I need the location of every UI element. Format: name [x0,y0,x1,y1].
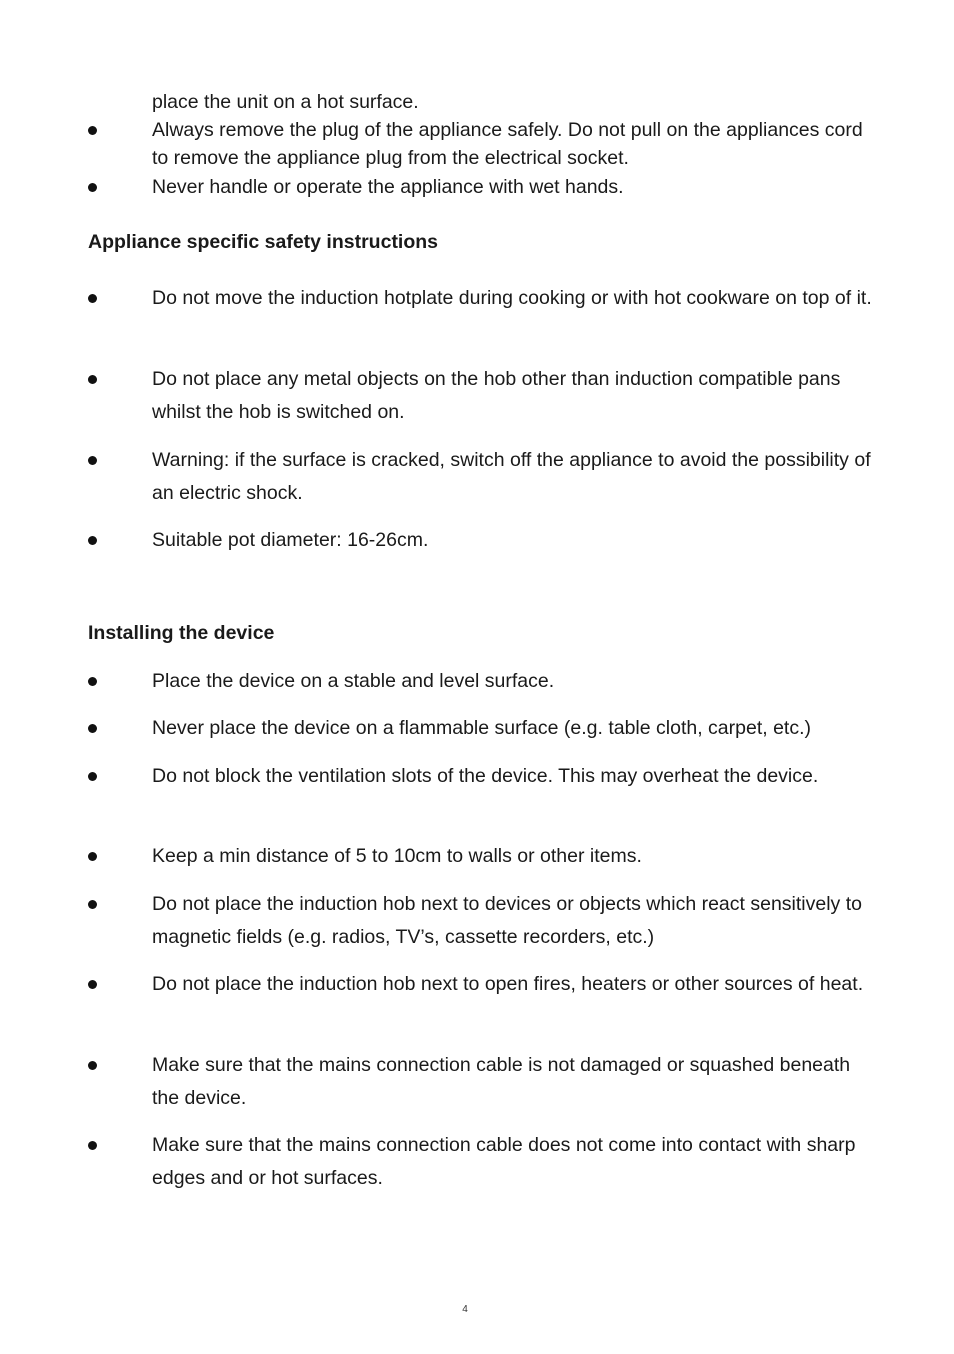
list-item-text: Do not place the induction hob next to open fires, heaters or other sources of heat. [152,973,864,995]
bullet-icon [88,1141,97,1150]
bullet-icon [88,724,97,733]
list-item-text: Warning: if the surface is cracked, switch off the appliance to avoid the possibility of an electric shock. [152,449,871,504]
list-item-text: Make sure that the mains connection cable is not damaged or squashed beneath the device. [152,1054,851,1109]
list-item-text: Do not place the induction hob next to devices or objects which react sensitively to magnetic fields (e.g. radios, TV’s, cassette recorders, etc.) [152,893,862,948]
bullet-icon [88,677,97,686]
bullet-icon [88,852,97,861]
list-item-text: Suitable pot diameter: 16-26cm. [152,529,429,551]
section-heading-appliance: Appliance specific safety instructions [88,231,439,253]
bullet-icon [88,294,97,303]
list-item-text: Place the device on a stable and level surface. [152,670,555,692]
bullet-icon [88,900,97,909]
list-item-text: Never place the device on a flammable surface (e.g. table cloth, carpet, etc.) [152,717,812,739]
bullet-icon [88,183,97,192]
list-item-text: Never handle or operate the appliance with wet hands. [152,176,624,198]
continuation-text: place the unit on a hot surface. [152,91,419,113]
list-item-text: Make sure that the mains connection cable does not come into contact with sharp edges and or hot surfaces. [152,1134,856,1189]
section-heading-installing: Installing the device [88,622,275,644]
page-number: 4 [462,1304,468,1315]
list-item-text: Do not block the ventilation slots of the device. This may overheat the device. [152,765,819,787]
bullet-icon [88,772,97,781]
list-item-text: Always remove the plug of the appliance safely. Do not pull on the appliances cord to remove the appliance plug from the electrical socket. [152,119,863,169]
bullet-icon [88,375,97,384]
bullet-icon [88,536,97,545]
bullet-icon [88,1061,97,1070]
bullet-icon [88,980,97,989]
bullet-icon [88,126,97,135]
list-item-text: Keep a min distance of 5 to 10cm to walls or other items. [152,845,642,867]
list-item-text: Do not move the induction hotplate during cooking or with hot cookware on top of it. [152,287,872,309]
list-item-text: Do not place any metal objects on the hob other than induction compatible pans whilst the hob is switched on. [152,368,841,423]
bullet-icon [88,456,97,465]
